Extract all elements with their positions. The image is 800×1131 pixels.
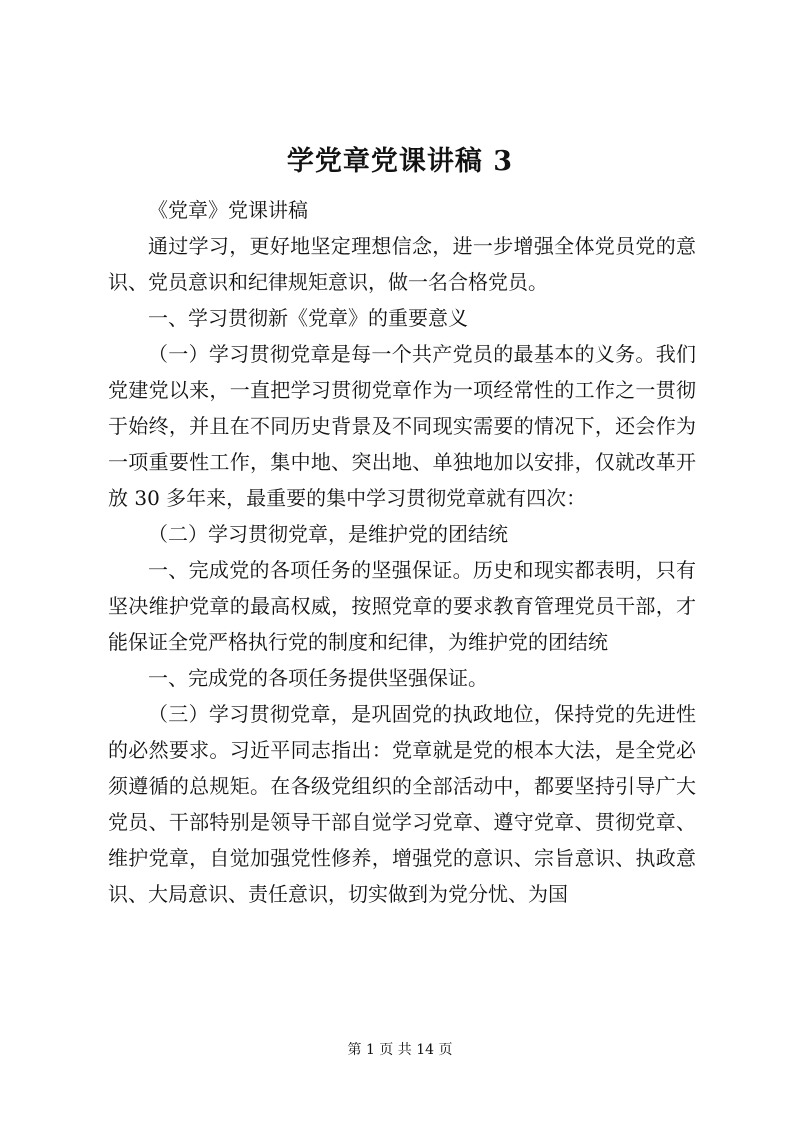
document-body [108,192,696,912]
paragraph-point-1: （一）学习贯彻党章是每一个共产党员的最基本的义务。我们党建党以来，一直把学习贯彻党章作为一项经常性的工作之一贯彻于始终，并且在不同历史背景及不同现实需要的情况下，还会作为一项重要性工作，集中地、突出地、单独地加以安排，仅就改革开放 30 多年来，最重要的集中学习贯彻党章就有四次： [108,342,696,510]
document-title: 学党章党课讲稿 3 [286,146,514,177]
paragraph-intro: 通过学习，更好地坚定理想信念，进一步增强全体党员党的意识、党员意识和纪律规矩意识，做一名合格党员。 [108,234,696,294]
section-heading-1: 一、学习贯彻新《党章》的重要意义 [148,306,468,330]
paragraph-point-2-end: 一、完成党的各项任务提供坚强保证。 [148,666,488,690]
paragraph-point-2-cont: 一、完成党的各项任务的坚强保证。历史和现实都表明，只有坚决维护党章的最高权威，按照党章的要求教育管理党员干部，才能保证全党严格执行党的制度和纪律，为维护党的团结统 [108,558,696,654]
paragraph-subtitle: 《党章》党课讲稿 [148,198,308,222]
paragraph-point-3: （三）学习贯彻党章，是巩固党的执政地位，保持党的先进性的必然要求。习近平同志指出：党章就是党的根本大法，是全党必须遵循的总规矩。在各级党组织的全部活动中，都要坚持引导广大党员、干部特别是领导干部自觉学习党章、遵守党章、贯彻党章、维护党章，自觉加强党性修养，增强党的意识、宗旨意识、执政意识、大局意识、责任意识，切实做到为党分忧、为国 [108,702,696,906]
paragraph-point-2: （二）学习贯彻党章，是维护党的团结统 [148,522,508,546]
page-number-footer: 第 1 页 共 14 页 [347,1042,453,1058]
